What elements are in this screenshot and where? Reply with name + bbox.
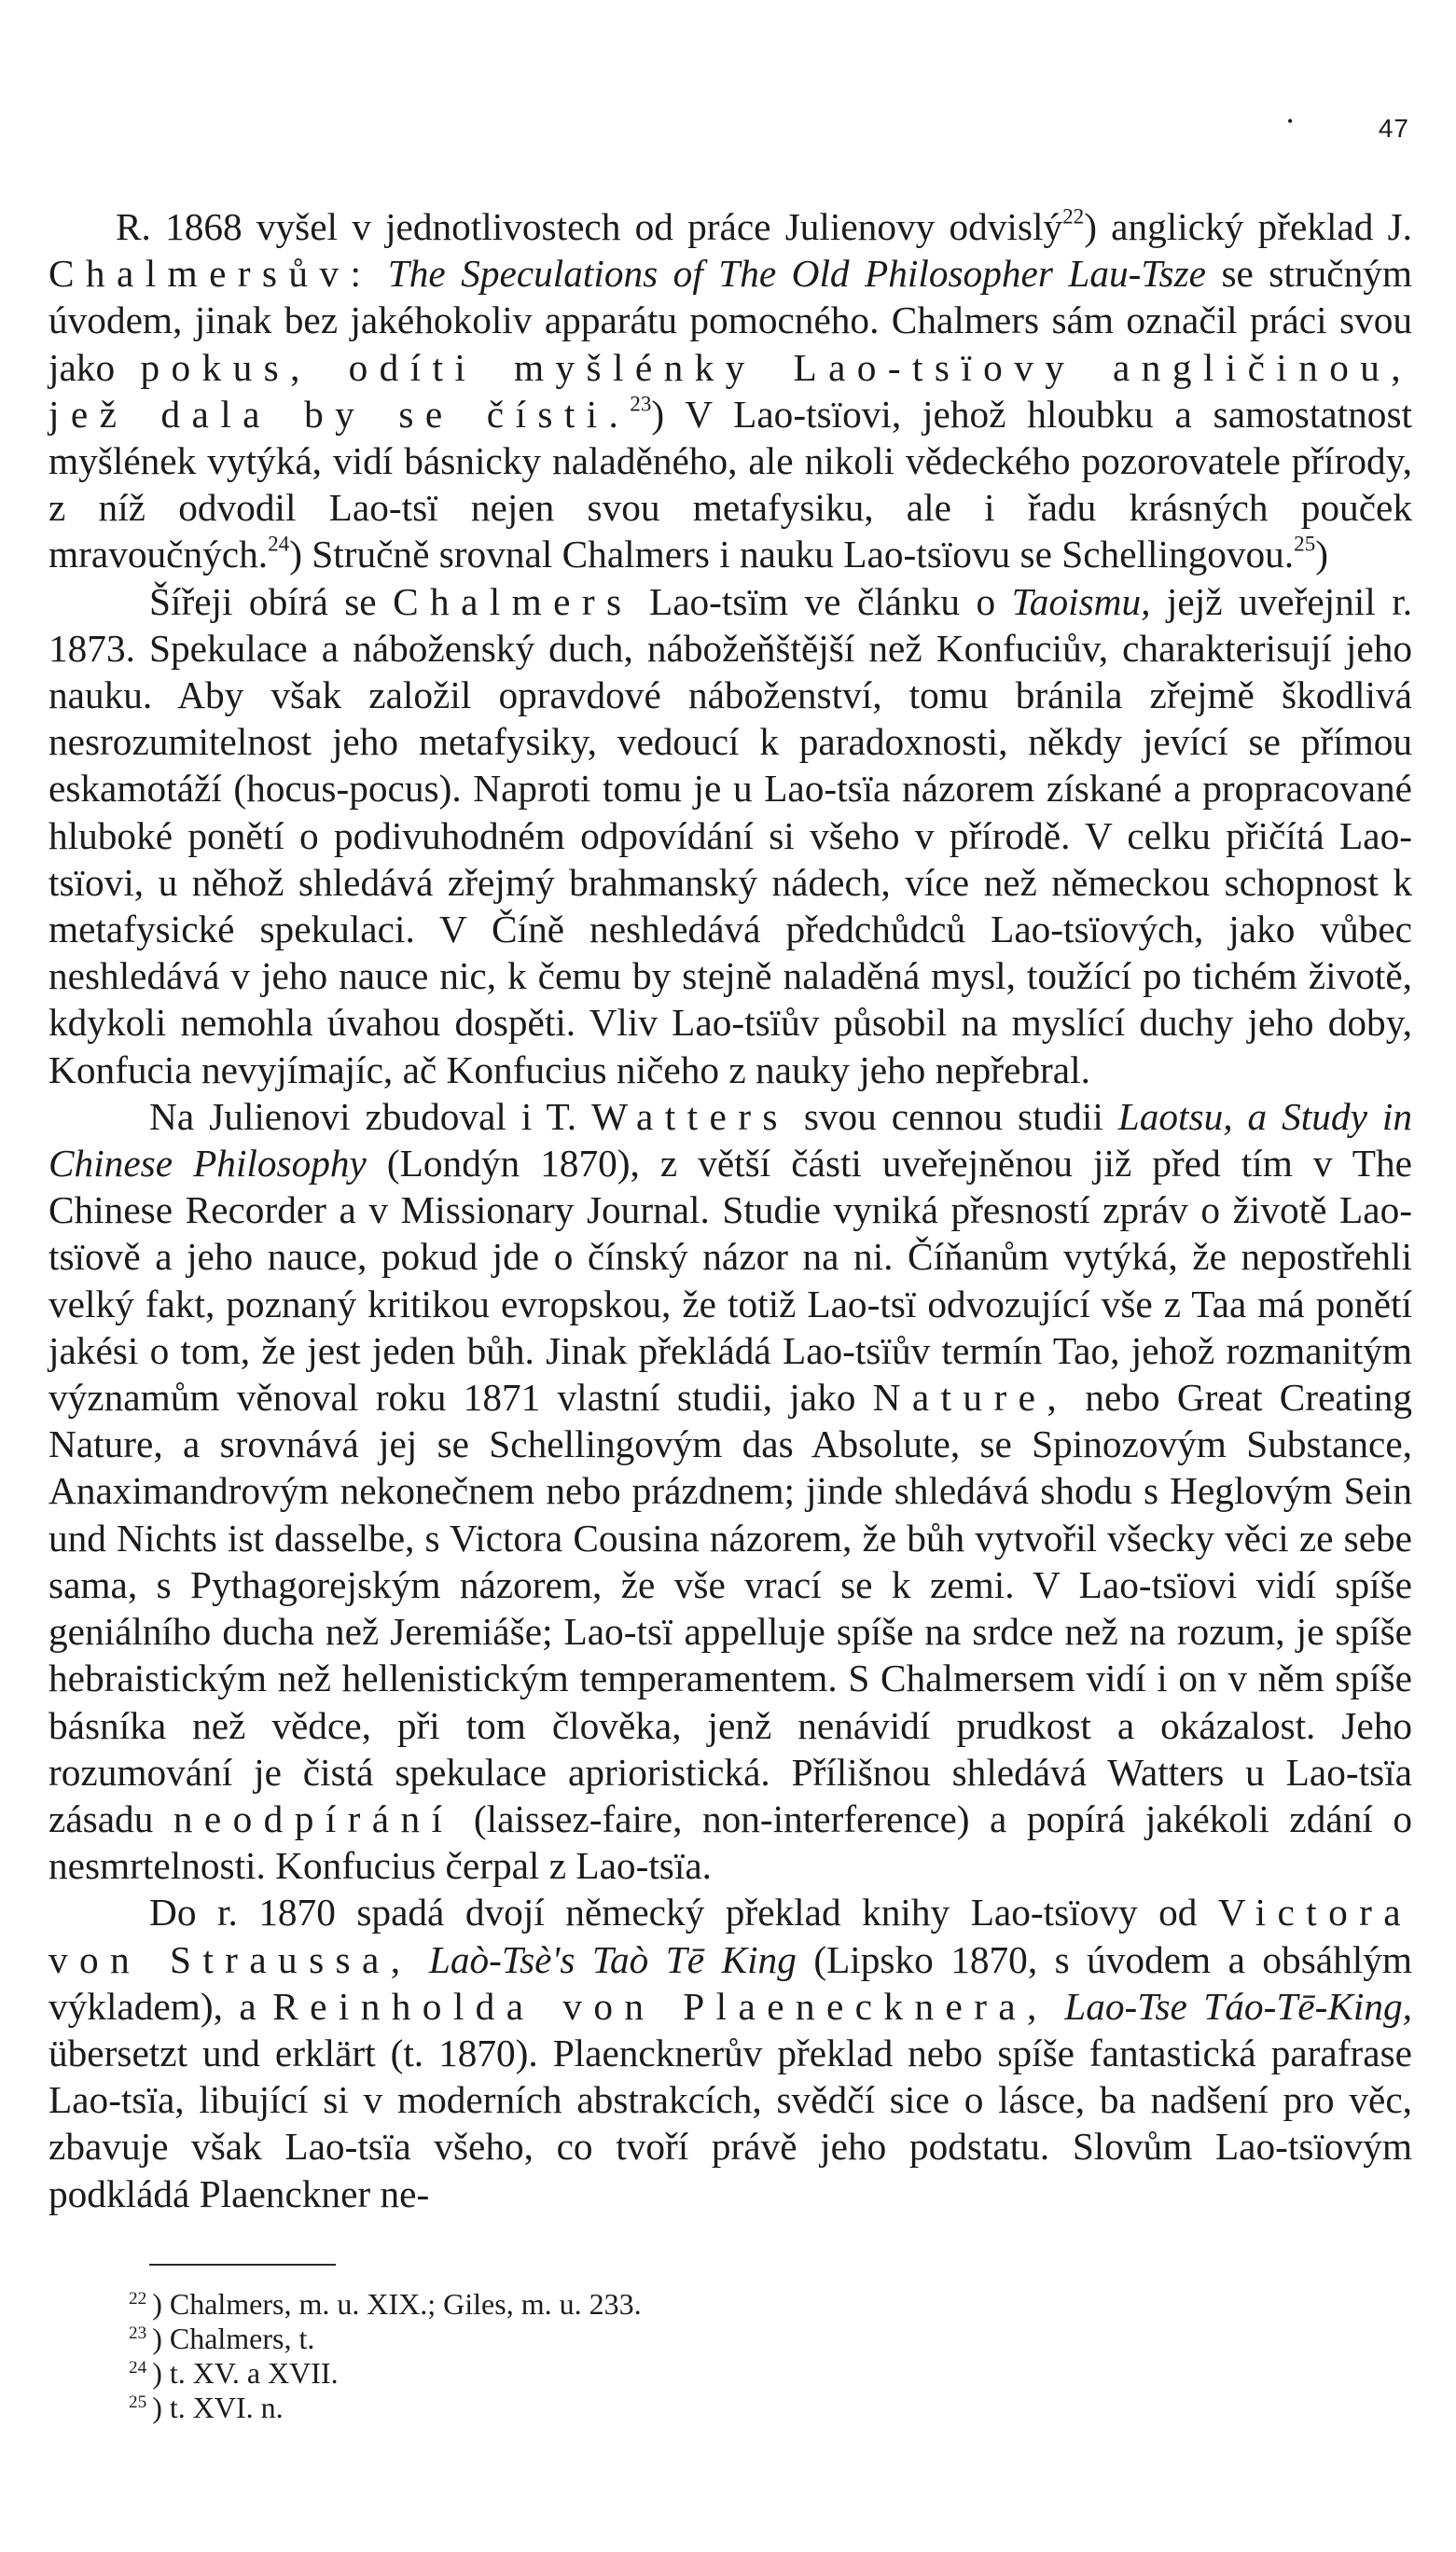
book-title-plaenckner: Lao-Tse Táo-Tē-King, <box>1064 1984 1413 2028</box>
main-text <box>49 203 1412 2217</box>
book-title-strauss: Laò-Tsè's Taò Tē King <box>428 1937 797 1981</box>
author-name-watters: Watters <box>591 1094 789 1138</box>
quoted-phrase: pokus, odíti myšlénky Lao-tsïovy angličinou, jež dala by se čísti. <box>49 345 1412 436</box>
author-name-chalmers: Chalmersův: <box>49 252 373 296</box>
footnote-mark: 24 <box>129 2358 147 2379</box>
term-nature: Nature, <box>872 1376 1069 1420</box>
footnote-ref-25[interactable]: 25 <box>1294 533 1316 558</box>
author-name-plaenckner: Reinholda von Plaenecknera, <box>272 1984 1048 2028</box>
footnote-divider <box>149 2264 336 2266</box>
term-neodpirani: neodpírání <box>173 1796 454 1840</box>
footnote-22: $^{22}$ ) Chalmers, m. u. XIX.; Giles, m. u. 233. <box>129 2287 642 2321</box>
footnote-ref-24[interactable]: 24 <box>268 533 290 558</box>
page-number: 47 <box>1378 114 1409 143</box>
footnotes <box>129 2287 642 2425</box>
footnote-25: $^{25}$ ) t. XVI. n. <box>129 2391 284 2424</box>
author-name-strauss: Victora von Straussa, <box>49 1891 1412 1981</box>
footnote-ref-23[interactable]: 23 <box>630 392 652 417</box>
book-title-laotsu-study: Laotsu, a Study in Chinese Philosophy <box>49 1094 1412 1186</box>
footnote-ref-22[interactable]: 22 <box>1062 204 1085 229</box>
paragraph-german-translations: Do r. 1870 spadá dvojí německý překlad knihy Lao-tsïovy od Victora von Straussa, Laò-Tsè's Taò Tē King (Lipsko 1870, s úvodem a obsáhlým výkladem), a Reinholda von Plaenecknera, Lao-Tse Táo-Tē-King, übersetzt und erklärt (t. 1870). Plaencknerův překlad nebo spíše fantastická parafrase Lao-tsïa, libující si v moderních abstrakcích, svědčí sice o lásce, ba nadšení pro věc, zbavuje však Lao-tsïa všeho, co tvoří právě jeho podstatu. Slovům Lao-tsïovým podkládá Plaenckner ne- <box>49 1891 1413 2215</box>
stray-dot: • <box>1287 112 1294 131</box>
paragraph-chalmers-translation: R. 1868 vyšel v jednotlivostech od práce Julienovy odvislý$^{22}$) anglický překlad J. Chalmersův: The Speculations of The Old Philosopher Lau-Tsze se stručným úvodem, jinak bez jakéhokoliv apparátu pomocného. Chalmers sám označil práci svou jako pokus, odíti myšlénky Lao-tsïovy angličinou, jež dala by se čísti.$^{23}$) V Lao-tsïovi, jehož hloubku a samostatnost myšlének vytýká, vidí básnicky naladěného, ale nikoli vědeckého pozorovatele přírody, z níž odvodil Lao-tsï nejen svou metafysiku, ale i řadu krásných pouček mravoučných.$^{24}$) Stručně srovnal Chalmers i nauku Lao-tsïovu se Schellingovou.$^{25}$) <box>49 204 1412 576</box>
footnote-24: $^{24}$ ) t. XV. a XVII. <box>129 2356 339 2390</box>
article-title-taoism: Taoismu, <box>1011 579 1151 623</box>
footnote-mark: 23 <box>129 2323 147 2344</box>
paragraph-watters: Na Julienovi zbudoval i T. Watters svou cennou studii Laotsu, a Study in Chinese Philosophy (Londýn 1870), z větší části uveřejněnou již před tím v The Chinese Recorder a v Missionary Journal. Studie vyniká přesností zpráv o životě Lao-tsïově a jeho nauce, pokud jde o čínský názor na ni. Číňanům vytýká, že nepostřehli velký fakt, poznaný kritikou evropskou, že totiž Lao-tsï odvozující vše z Taa má ponětí jakési o tom, že jest jeden bůh. Jinak překládá Lao-tsïův termín Tao, jehož rozmanitým významům věnoval roku 1871 vlastní studii, jako Nature, nebo Great Creating Nature, a srovnává jej se Schellingovým das Absolute, se Spinozovým Substance, Anaximandrovým nekonečnem nebo prázdnem; jinde shledává shodu s Heglovým Sein und Nichts ist dasselbe, s Victora Cousina názorem, že bůh vytvořil všecky věci ze sebe sama, s Pythagorejským názorem, že vše vrací se k zemi. V Lao-tsïovi vidí spíše geniálního ducha než Jeremiáše; Lao-tsï appelluje spíše na srdce než na rozum, je spíše hebraistickým než hellenistickým temperamentem. S Chalmersem vidí i on v něm spíše básníka než vědce, při tom člověka, jenž nenávidí prudkost a okázalost. Jeho rozumování je čistá spekulace aprioristická. Přílišnou shledává Watters u Lao-tsïa zásadu neodpírání (laissez-faire, non-interference) a popírá jakékoli zdání o nesmrtelnosti. Konfucius čerpal z Lao-tsïa. <box>49 1094 1412 1888</box>
book-title-speculations: The Speculations of The Old Philosopher Lau-Tsze <box>387 252 1207 296</box>
footnote-mark: 22 <box>129 2289 147 2309</box>
author-name-chalmers: Chalmers <box>393 579 633 623</box>
footnote-mark: 25 <box>129 2392 147 2413</box>
footnote-23: $^{23}$ ) Chalmers, t. <box>129 2322 315 2355</box>
paragraph-chalmers-taoism: Šířeji obírá se Chalmers Lao-tsïm ve článku o Taoismu, jejž uveřejnil r. 1873. Spekulace a náboženský duch, nábožeňštější než Konfuciův, charakterisují jeho nauku. Aby však založil opravdové náboženství, tomu bránila zřejmě škodlivá nesrozumitelnost jeho metafysiky, vedoucí k paradoxnosti, někdy jevící se přímou eskamotáží (hocus-pocus). Naproti tomu je u Lao-tsïa názorem získané a propracované hluboké ponětí o podivuhodném odpovídání si všeho v přírodě. V celku přičítá Lao-tsïovi, u něhož shledává zřejmý brahmanský nádech, více než německou schopnost k metafysické spekulaci. V Číně neshledává předchůdců Lao-tsïových, jako vůbec neshledává v jeho nauce nic, k čemu by stejně naladěná mysl, toužící po tichém životě, kdykoli nemohla úvahou dospěti. Vliv Lao-tsïův působil na myslící duchy jeho doby, Konfucia nevyjímajíc, ač Konfucius ničeho z nauky jeho nepřebral. <box>49 579 1413 1091</box>
